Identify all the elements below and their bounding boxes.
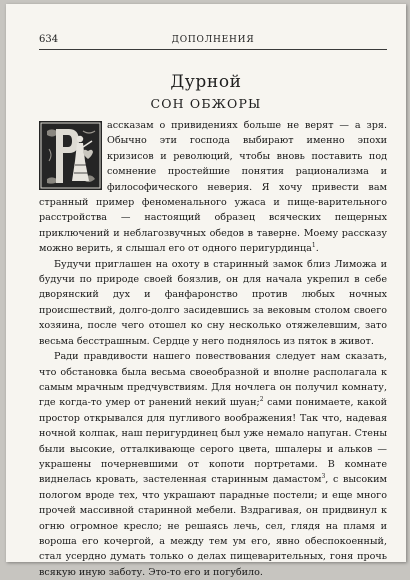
book-page — [6, 4, 406, 578]
article-body — [39, 118, 387, 580]
footnote-ref-1[interactable]: 1 — [311, 242, 316, 250]
running-header — [39, 34, 387, 50]
paragraph-3-text-a: Ради правдивости нашего повествования следует нам сказать, что обстановка была весьма своеобразной и вполне располагала к самым мрачным предчувствиям. Для ночлега он получил комнату, где когда-то умер от ранений некий шуан; — [39, 351, 387, 409]
footnote-ref-2[interactable]: 2 — [259, 396, 264, 404]
chapter-title-line1: Дурной — [170, 72, 242, 92]
dropcap-text-1: ассказам о привидениях больше не верят — а зря. Обычно эти господа выбирают именно эпохи кризисов и революций, чтобы вновь поставить под сомнение простейшие понятия рационализма и философического неверия. Я хочу привести вам странный пример феноменального ужаса и пище-варительного расстройства — настоящий образец всяческих пещерных приключений и неблагозвучных обедов в таверне. Моему рассказу можно верить, я слышал его от одного перигурдинца — [39, 120, 387, 255]
page-number: 634 — [39, 34, 59, 45]
running-title: ДОПОЛНЕНИЯ — [171, 35, 255, 45]
ornamental-initial-icon — [39, 121, 102, 190]
paragraph-1-end: . — [315, 243, 319, 255]
paragraph-3 — [39, 349, 387, 580]
paragraph-3-text-c: , с высоким пологом вроде тех, что украшают парадные постели; и еще много прочей массивной старинной мебели. Вздрагивая, он придвинул к огню огромное кресло; не решаясь лечь, сел, глядя на пламя и вороша его кочергой, а между тем ум его, явно обеспокоенный, стал усердно думать только о делах пищеварительных, гоня прочь всякую иную заботу. Это-то его и погубило. — [39, 474, 387, 578]
paragraph-2-text: Будучи приглашен на охоту в старинный замок близ Лиможа и будучи по природе своей боязлив, он для начала укрепил в себе дворянский дух и фанфаронство против любых ночных происшествий, долго-долго засидевшись за вековым столом своего хозяина, после чего отошел ко сну несколько отяжелевшим, зато весьма бесстрашным. Сердце у него поднялось из пяток в живот. — [39, 258, 387, 347]
paragraph-3-text-b: сами понимаете, какой простор открывался для пугливого воображения! Так что, надевая ночной колпак, наш перигурдинец был уже немало напуган. Стены были высокие, отталкивающе серого цвета, шпалеры и альков — украшены почерневшими от копоти портретами. В комнате виднелась кровать, застеленная старинным дамастом — [39, 397, 387, 486]
footnote-ref-3[interactable]: 3 — [321, 473, 326, 481]
paragraph-2 — [39, 257, 387, 349]
chapter-title-line2 — [6, 96, 406, 111]
chapter-title-line2-text: СОН ОБЖОРЫ — [150, 96, 262, 111]
